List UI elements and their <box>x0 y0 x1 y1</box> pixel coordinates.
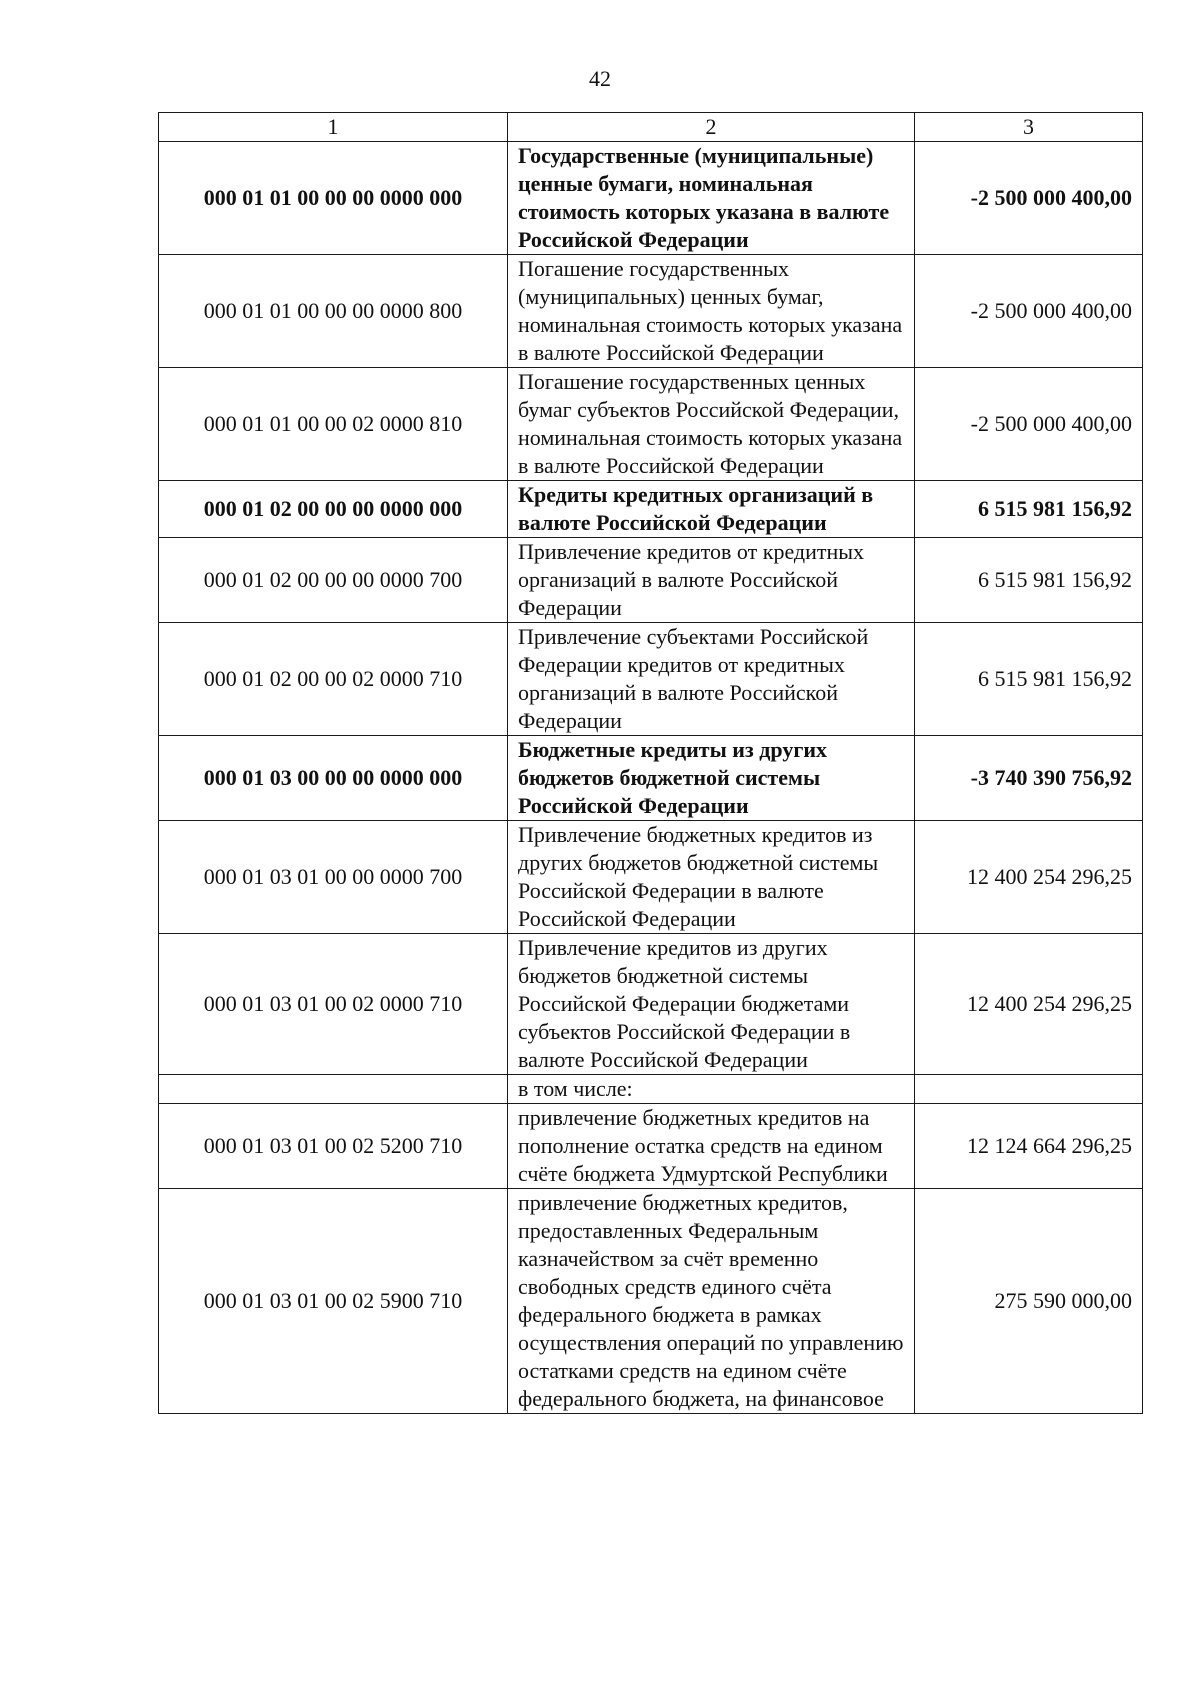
budget-item-name: Привлечение субъектами Российской Федерации кредитов от кредитных организаций в валюте Российской Федерации <box>508 623 915 736</box>
budget-item-name: Погашение государственных ценных бумаг субъектов Российской Федерации, номинальная стоимость которых указана в валюте Российской Федерации <box>508 368 915 481</box>
budget-code: 000 01 03 01 00 02 5900 710 <box>159 1189 508 1414</box>
sources-of-financing-table <box>158 112 1143 1414</box>
budget-amount: 6 515 981 156,92 <box>915 481 1143 538</box>
budget-amount: -2 500 000 400,00 <box>915 255 1143 368</box>
table-row <box>159 255 1143 368</box>
budget-item-name: Кредиты кредитных организаций в валюте Российской Федерации <box>508 481 915 538</box>
table-row <box>159 1075 1143 1104</box>
budget-item-name: Погашение государственных (муниципальных) ценных бумаг, номинальная стоимость которых указана в валюте Российской Федерации <box>508 255 915 368</box>
page-number: 42 <box>589 66 611 91</box>
budget-amount: 12 400 254 296,25 <box>915 934 1143 1075</box>
budget-code: 000 01 03 01 00 02 0000 710 <box>159 934 508 1075</box>
table-row <box>159 736 1143 821</box>
column-header-amount: 3 <box>915 113 1143 142</box>
budget-amount: 12 124 664 296,25 <box>915 1104 1143 1189</box>
table-row <box>159 538 1143 623</box>
budget-item-name: Привлечение бюджетных кредитов из других бюджетов бюджетной системы Российской Федерации в валюте Российской Федерации <box>508 821 915 934</box>
budget-amount: -2 500 000 400,00 <box>915 142 1143 255</box>
budget-amount <box>915 1075 1143 1104</box>
budget-code: 000 01 01 00 00 00 0000 800 <box>159 255 508 368</box>
budget-code: 000 01 03 01 00 02 5200 710 <box>159 1104 508 1189</box>
budget-code: 000 01 03 01 00 00 0000 700 <box>159 821 508 934</box>
budget-code: 000 01 01 00 00 00 0000 000 <box>159 142 508 255</box>
budget-amount: 6 515 981 156,92 <box>915 538 1143 623</box>
budget-code: 000 01 01 00 00 02 0000 810 <box>159 368 508 481</box>
table-row <box>159 142 1143 255</box>
table-row <box>159 934 1143 1075</box>
budget-item-name: Привлечение кредитов от кредитных организаций в валюте Российской Федерации <box>508 538 915 623</box>
budget-code: 000 01 02 00 00 00 0000 000 <box>159 481 508 538</box>
budget-item-name: Привлечение кредитов из других бюджетов бюджетной системы Российской Федерации бюджетами субъектов Российской Федерации в валюте Российской Федерации <box>508 934 915 1075</box>
budget-amount: -3 740 390 756,92 <box>915 736 1143 821</box>
budget-amount: 12 400 254 296,25 <box>915 821 1143 934</box>
table-row <box>159 1189 1143 1414</box>
table-row <box>159 1104 1143 1189</box>
table-row <box>159 623 1143 736</box>
budget-amount: 275 590 000,00 <box>915 1189 1143 1414</box>
budget-item-name: в том числе: <box>508 1075 915 1104</box>
budget-amount: 6 515 981 156,92 <box>915 623 1143 736</box>
budget-amount: -2 500 000 400,00 <box>915 368 1143 481</box>
budget-item-name: привлечение бюджетных кредитов, предоставленных Федеральным казначейством за счёт временно свободных средств единого счёта федерального бюджета в рамках осуществления операций по управлению остатками средств на едином счёте федерального бюджета, на финансовое <box>508 1189 915 1414</box>
budget-item-name: Бюджетные кредиты из других бюджетов бюджетной системы Российской Федерации <box>508 736 915 821</box>
budget-code: 000 01 02 00 00 00 0000 700 <box>159 538 508 623</box>
table-row <box>159 821 1143 934</box>
budget-item-name: привлечение бюджетных кредитов на пополнение остатка средств на едином счёте бюджета Удмуртской Республики <box>508 1104 915 1189</box>
column-header-code: 1 <box>159 113 508 142</box>
header-row <box>159 113 1143 142</box>
budget-code: 000 01 03 00 00 00 0000 000 <box>159 736 508 821</box>
table-row <box>159 481 1143 538</box>
budget-item-name: Государственные (муниципальные) ценные бумаги, номинальная стоимость которых указана в валюте Российской Федерации <box>508 142 915 255</box>
budget-code: 000 01 02 00 00 02 0000 710 <box>159 623 508 736</box>
budget-code <box>159 1075 508 1104</box>
column-header-name: 2 <box>508 113 915 142</box>
table-row <box>159 368 1143 481</box>
